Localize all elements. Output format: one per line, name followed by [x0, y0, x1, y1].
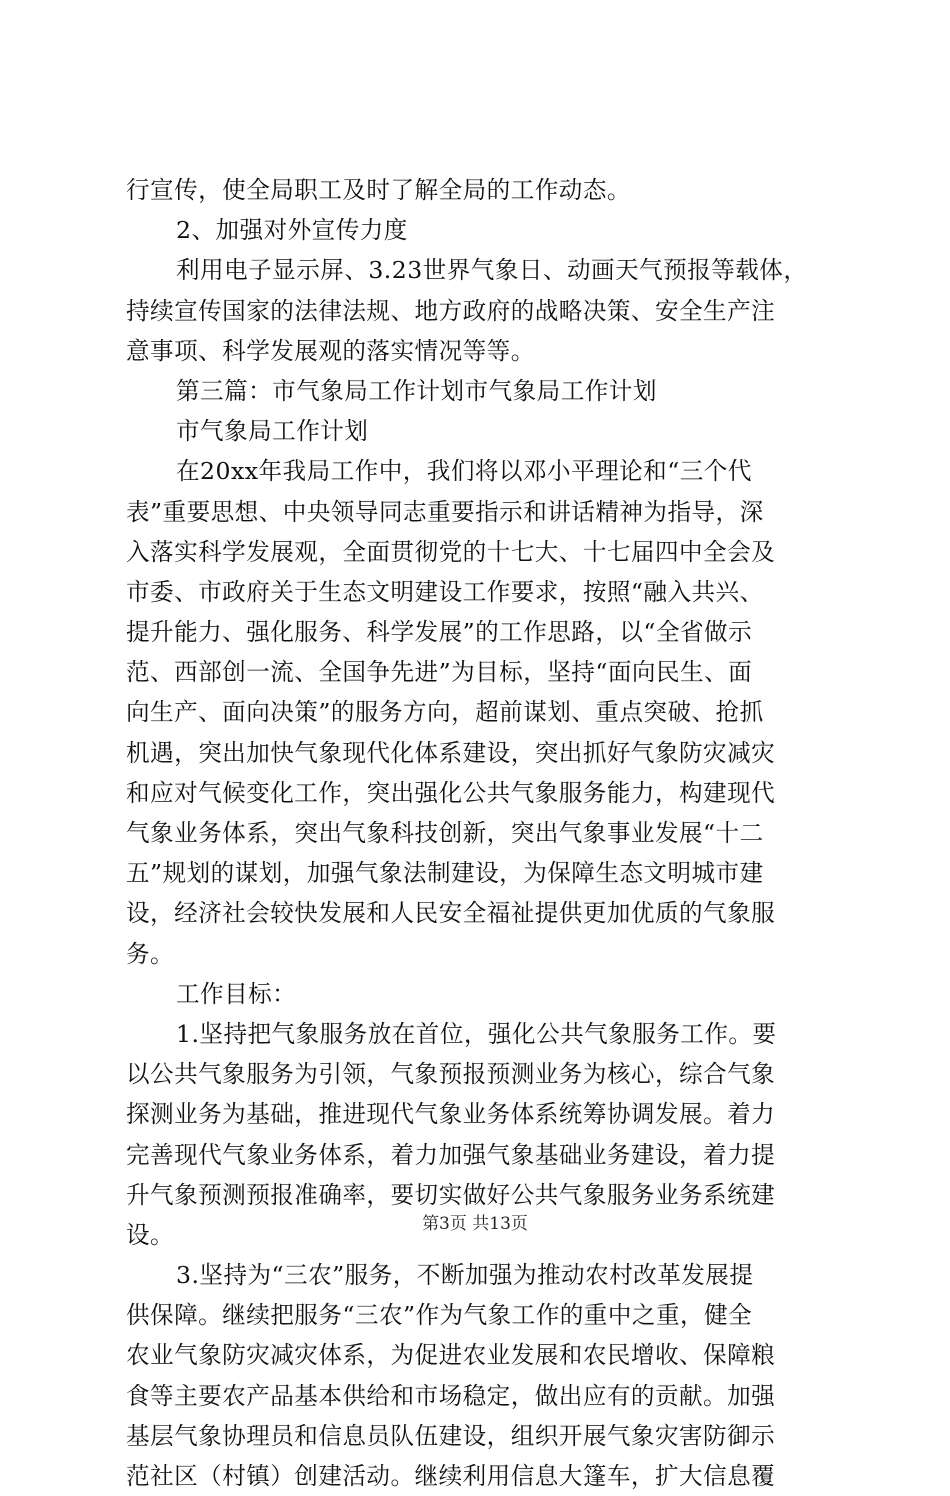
text-line: 行宣传，使全局职工及时了解全局的工作动态。 — [126, 176, 631, 204]
text-line: 以公共气象服务为引领，气象预报预测业务为核心，综合气象 — [126, 1060, 776, 1089]
text-line: 基层气象协理员和信息员队伍建设，组织开展气象灾害防御示 — [126, 1421, 776, 1450]
text-line: 升气象预测预报准确率，要切实做好公共气象服务业务系统建 — [126, 1180, 776, 1209]
text-line: 表”重要思想、中央领导同志重要指示和讲话精神为指导，深 — [126, 497, 764, 526]
text-line: 供保障。继续把服务“三农”作为气象工作的重中之重，健全 — [126, 1301, 753, 1330]
text-line: 市气象局工作计划 — [176, 417, 369, 446]
text-line: 范、西部创一流、全国争先进”为目标，坚持“面向民生、面 — [126, 658, 753, 687]
text-line: 3.坚持为“三农”服务，不断加强为推动农村改革发展提 — [176, 1261, 754, 1290]
text-line: 1.坚持把气象服务放在首位，强化公共气象服务工作。要 — [176, 1019, 777, 1048]
text-line: 农业气象防灾减灾体系，为促进农业发展和农民增收、保障粮 — [126, 1341, 776, 1370]
document-body — [126, 170, 842, 1496]
text-line: 工作目标： — [176, 979, 297, 1008]
text-line: 持续宣传国家的法律法规、地方政府的战略决策、安全生产注 — [126, 296, 776, 325]
text-line: 2、加强对外宣传力度 — [176, 216, 408, 245]
text-line: 机遇，突出加快气象现代化体系建设，突出抓好气象防灾减灾 — [126, 738, 776, 767]
text-line: 和应对气候变化工作，突出强化公共气象服务能力，构建现代 — [126, 778, 776, 807]
text-line: 探测业务为基础，推进现代气象业务体系统筹协调发展。着力 — [126, 1100, 776, 1129]
text-line: 利用电子显示屏、3.23世界气象日、动画天气预报等载体， — [176, 256, 808, 285]
text-line: 在20xx年我局工作中，我们将以邓小平理论和“三个代 — [176, 457, 752, 486]
text-line: 完善现代气象业务体系，着力加强气象基础业务建设，着力提 — [126, 1140, 776, 1169]
text-line: 向生产、面向决策”的服务方向，超前谋划、重点突破、抢抓 — [126, 698, 764, 727]
text-line: 范社区（村镇）创建活动。继续利用信息大篷车，扩大信息覆 — [126, 1462, 776, 1490]
text-line: 意事项、科学发展观的落实情况等等。 — [126, 336, 535, 365]
text-line: 务。 — [126, 939, 175, 968]
text-line: 气象业务体系，突出气象科技创新，突出气象事业发展“十二 — [126, 819, 764, 847]
page-footer: 第3页 共13页 — [422, 1214, 528, 1234]
text-line: 入落实科学发展观，全面贯彻党的十七大、十七届四中全会及 — [126, 537, 776, 566]
text-line: 提升能力、强化服务、科学发展”的工作思路，以“全省做示 — [126, 618, 753, 647]
text-line: 市委、市政府关于生态文明建设工作要求，按照“融入共兴、 — [126, 577, 764, 606]
text-line: 五”规划的谋划，加强气象法制建设，为保障生态文明城市建 — [126, 859, 764, 888]
text-line: 食等主要农产品基本供给和市场稳定，做出应有的贡献。加强 — [126, 1381, 776, 1410]
text-line: 设。 — [126, 1220, 175, 1249]
text-line: 第三篇：市气象局工作计划市气象局工作计划 — [176, 376, 657, 405]
text-line: 设，经济社会较快发展和人民安全福祉提供更加优质的气象服 — [126, 899, 776, 928]
